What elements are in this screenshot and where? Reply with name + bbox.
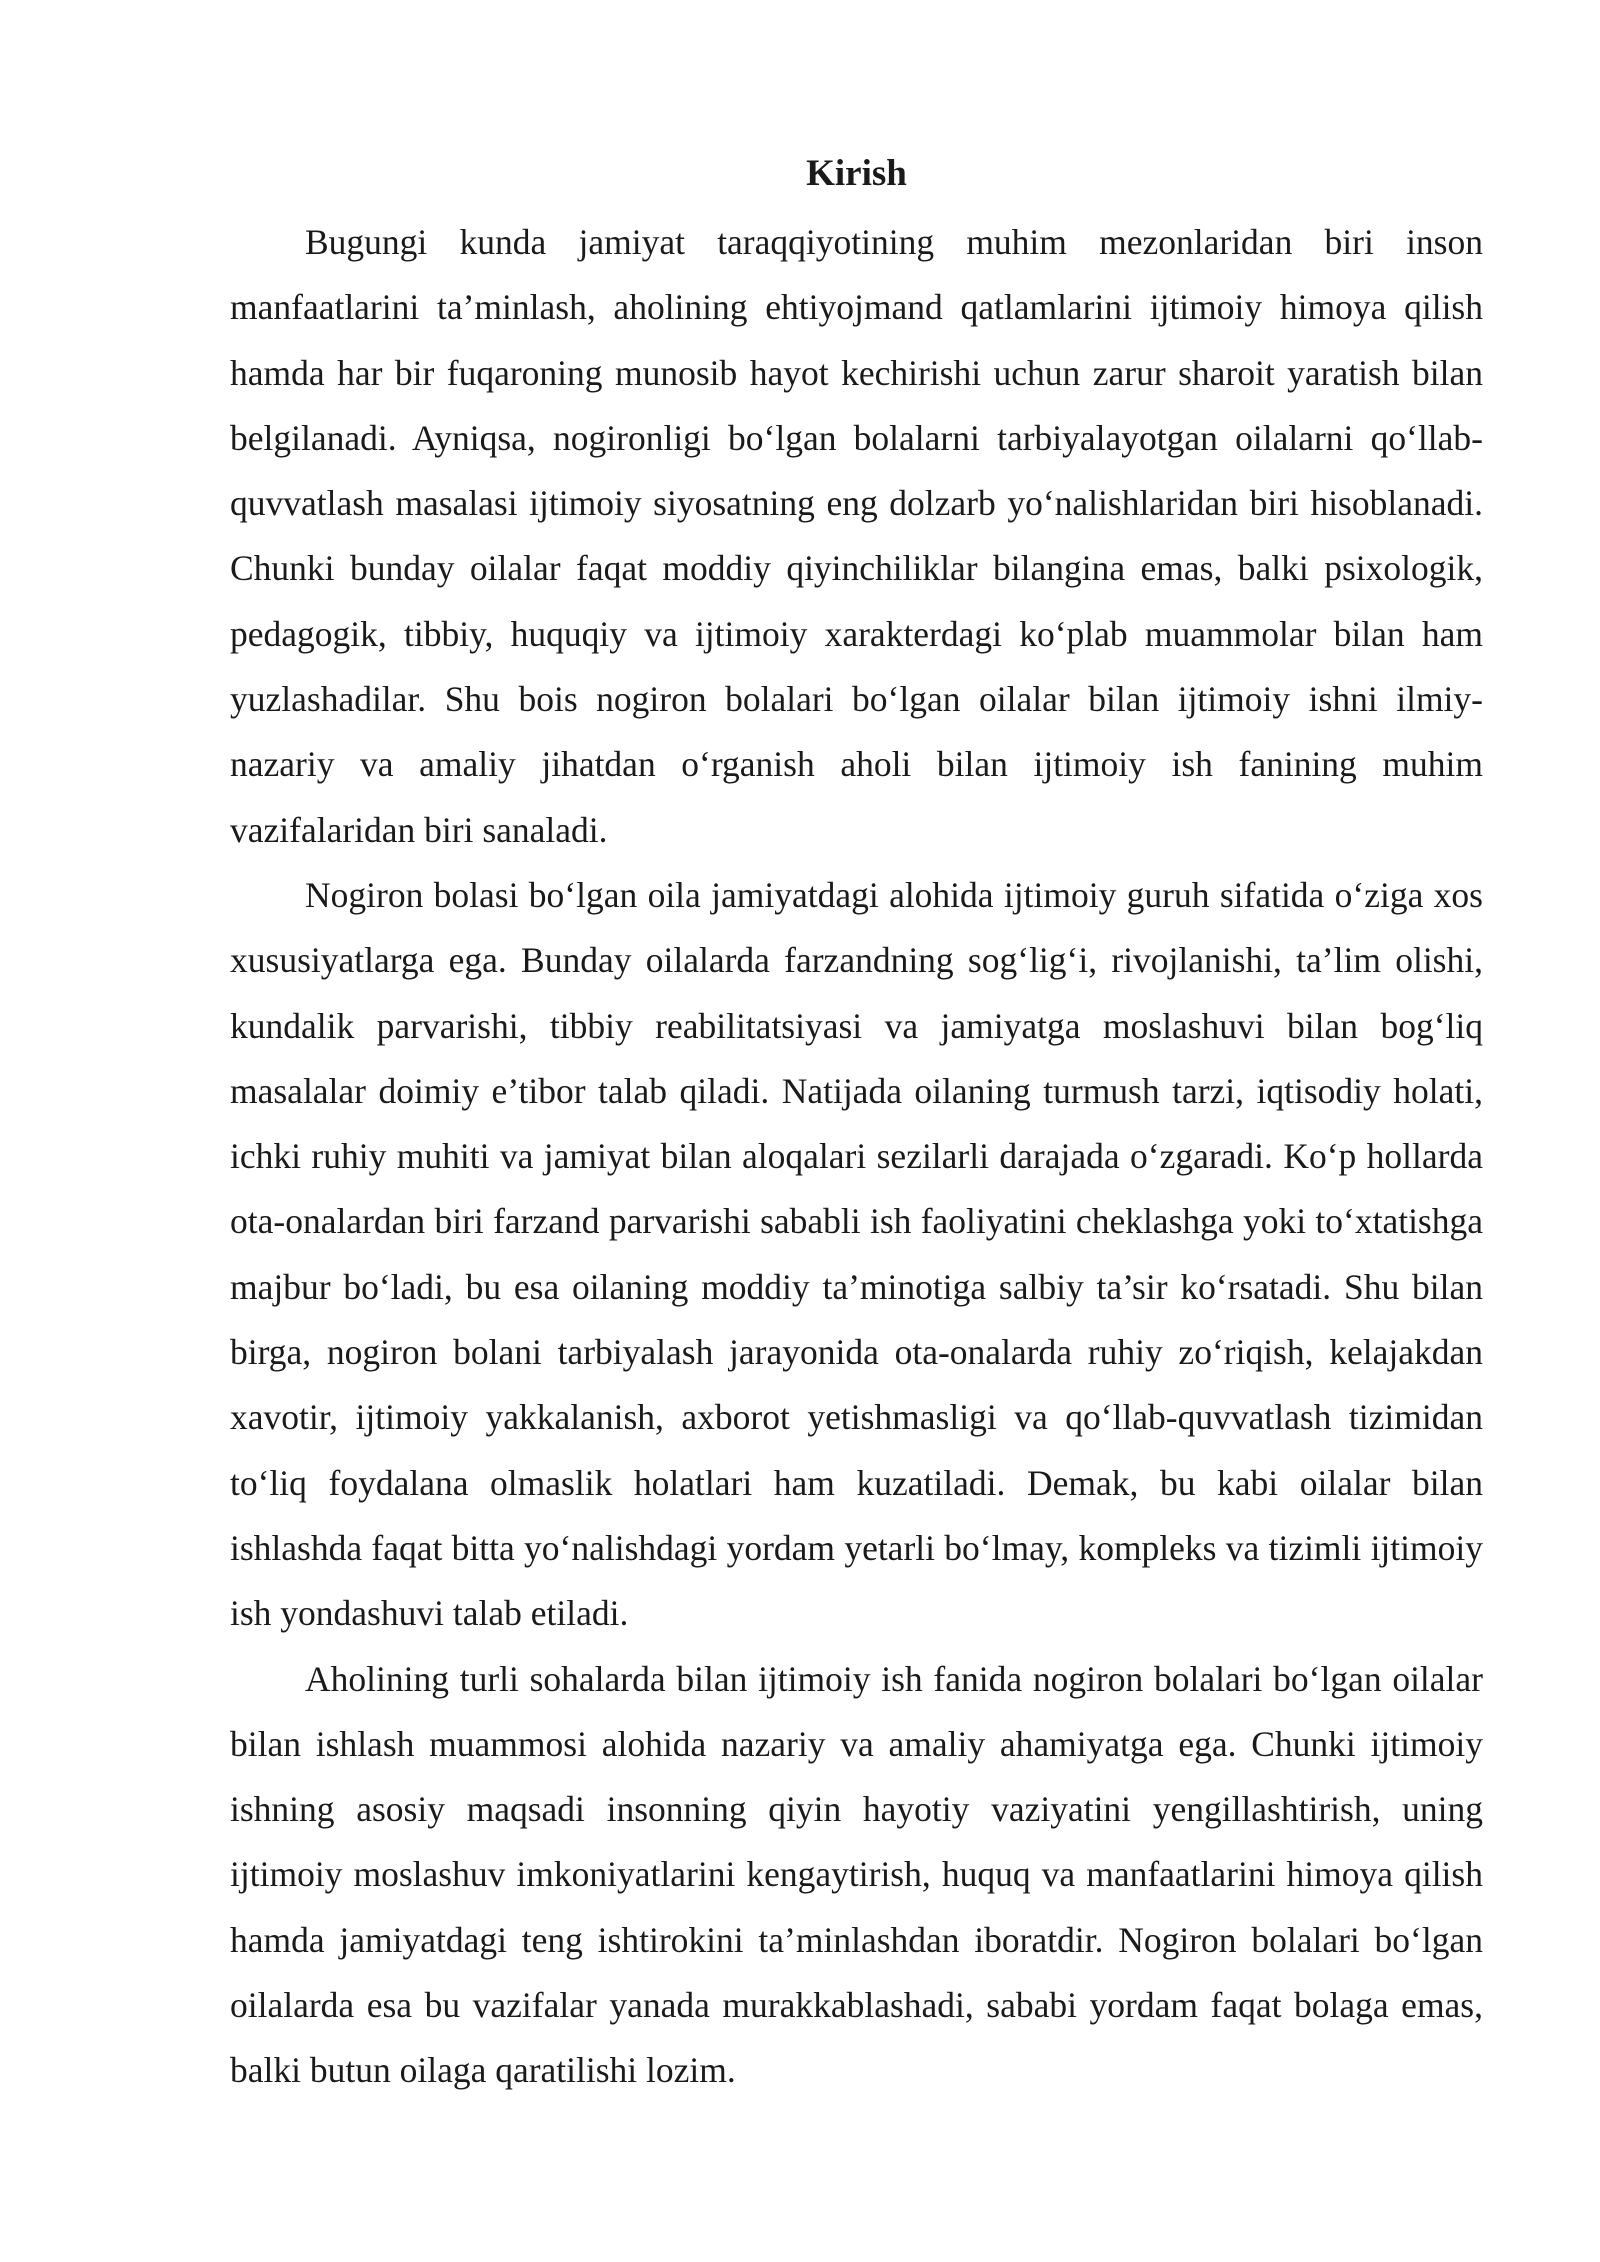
paragraph-1: Bugungi kunda jamiyat taraqqiyotining muhim mezonlaridan biri inson manfaatlarini ta’minlash, aholining ehtiyojmand qatlamlarini ijtimoiy himoya qilish hamda har bir fuqaroning munosib hayot kechirishi uchun zarur sharoit yaratish bilan belgilanadi. Ayniqsa, nogironligi bo‘lgan bolalarni tarbiyalayotgan oilalarni qo‘llab-quvvatlash masalasi ijtimoiy siyosatning eng dolzarb yo‘nalishlaridan biri hisoblanadi. Chunki bunday oilalar faqat moddiy qiyinchiliklar bilangina emas, balki psixologik, pedagogik, tibbiy, huquqiy va ijtimoiy xarakterdagi ko‘plab muammolar bilan ham yuzlashadilar. Shu bois nogiron bolalari bo‘lgan oilalar bilan ijtimoiy ishni ilmiy-nazariy va amaliy jihatdan o‘rganish aholi bilan ijtimoiy ish fanining muhim vazifalaridan biri sanaladi. [230,222,1483,850]
paragraph-2: Nogiron bolasi bo‘lgan oila jamiyatdagi alohida ijtimoiy guruh sifatida o‘ziga xos xususiyatlarga ega. Bunday oilalarda farzandning sog‘lig‘i, rivojlanishi, ta’lim olishi, kundalik parvarishi, tibbiy reabilitatsiyasi va jamiyatga moslashuvi bilan bog‘liq masalalar doimiy e’tibor talab qiladi. Natijada oilaning turmush tarzi, iqtisodiy holati, ichki ruhiy muhiti va jamiyat bilan aloqalari sezilarli darajada o‘zgaradi. Ko‘p hollarda ota-onalardan biri farzand parvarishi sababli ish faoliyatini cheklashga yoki to‘xtatishga majbur bo‘ladi, bu esa oilaning moddiy ta’minotiga salbiy ta’sir ko‘rsatadi. Shu bilan birga, nogiron bolani tarbiyalash jarayonida ota-onalarda ruhiy zo‘riqish, kelajakdan xavotir, ijtimoiy yakkalanish, axborot yetishmasligi va qo‘llab-quvvatlash tizimidan to‘liq foydalana olmaslik holatlari ham kuzatiladi. Demak, bu kabi oilalar bilan ishlashda faqat bitta yo‘nalishdagi yordam yetarli bo‘lmay, kompleks va tizimli ijtimoiy ish yondashuvi talab etiladi. [230,874,1483,1634]
page-title: Kirish [806,153,907,194]
paragraph-3: Aholining turli sohalarda bilan ijtimoiy ish fanida nogiron bolalari bo‘lgan oilalar bilan ishlash muammosi alohida nazariy va amaliy ahamiyatga ega. Chunki ijtimoiy ishning asosiy maqsadi insonning qiyin hayotiy vaziyatini yengillashtirish, uning ijtimoiy moslashuv imkoniyatlarini kengaytirish, huquq va manfaatlarini himoya qilish hamda jamiyatdagi teng ishtirokini ta’minlashdan iboratdir. Nogiron bolalari bo‘lgan oilalarda esa bu vazifalar yanada murakkablashadi, sababi yordam faqat bolaga emas, balki butun oilaga qaratilishi lozim. [230,1658,1483,2091]
